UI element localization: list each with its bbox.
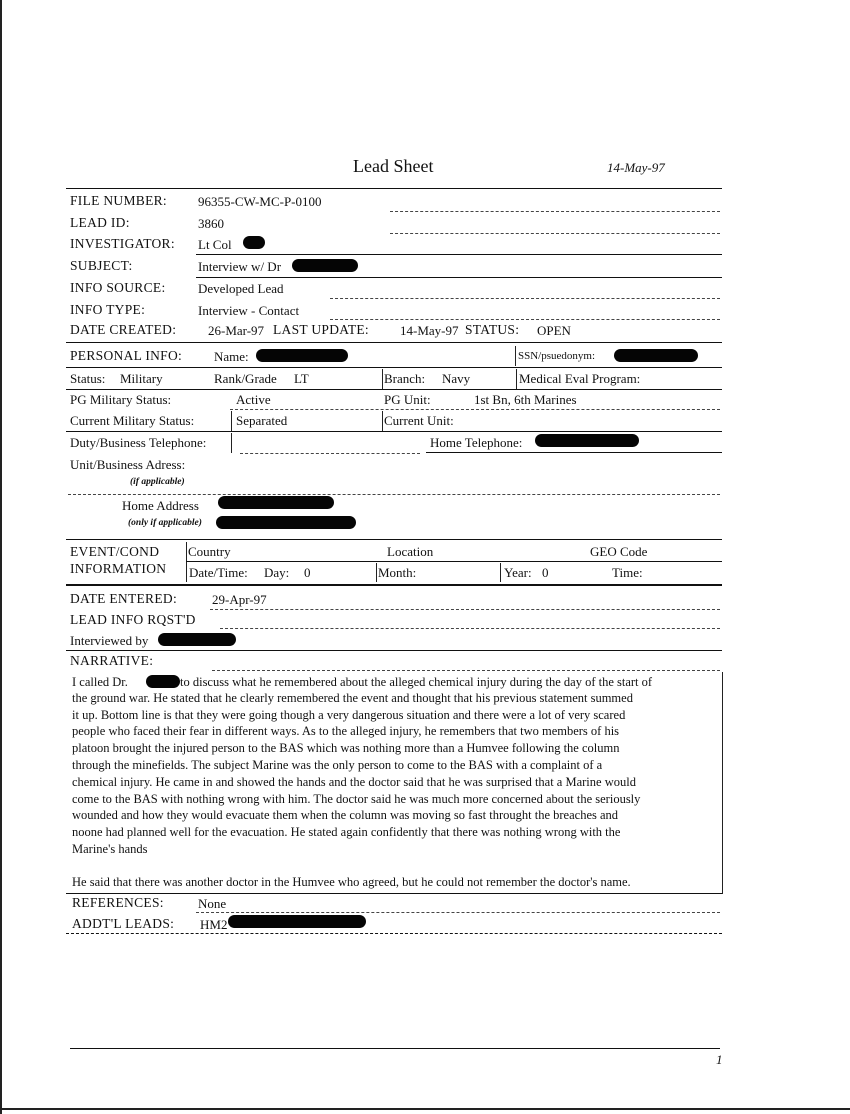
redaction-mark — [243, 236, 265, 249]
interviewed-by-label: Interviewed by — [70, 633, 149, 648]
rule — [220, 628, 720, 629]
lead-id-label: LEAD ID: — [70, 215, 130, 230]
subject-value: Interview w/ Dr — [198, 259, 282, 274]
rule — [722, 672, 723, 894]
rule — [515, 346, 516, 366]
redaction-mark — [535, 434, 639, 447]
references-label: REFERENCES: — [72, 895, 164, 910]
redaction-mark — [146, 675, 180, 688]
last-update-value: 14-May-97 — [400, 323, 459, 338]
redaction-mark — [228, 915, 366, 928]
rank-label: Rank/Grade — [214, 371, 277, 386]
report-date: 14-May-97 — [607, 160, 665, 175]
branch-value: Navy — [442, 371, 471, 386]
rule — [66, 431, 722, 432]
rule — [426, 452, 722, 453]
date-created-label: DATE CREATED: — [70, 322, 177, 337]
status-mil-label: Status: — [70, 371, 106, 386]
narrative-line: I called Dr. — [72, 675, 128, 689]
narrative-line: the ground war. He stated that he clearly remembered the event and thought that his previous statement summed — [72, 691, 633, 705]
redaction-mark — [256, 349, 348, 362]
info-type-value: Interview - Contact — [198, 303, 300, 318]
pg-unit-label: PG Unit: — [384, 392, 431, 407]
info-source-label: INFO SOURCE: — [70, 280, 166, 295]
references-value: None — [198, 896, 227, 911]
month-label: Month: — [378, 565, 417, 580]
status-label: STATUS: — [465, 322, 520, 337]
rule — [66, 933, 722, 934]
rule — [66, 584, 722, 586]
redaction-mark — [614, 349, 698, 362]
rule — [231, 411, 232, 431]
lead-info-label: LEAD INFO RQST'D — [70, 612, 196, 627]
addtl-leads-value: HM2 — [200, 917, 228, 932]
current-unit-label: Current Unit: — [384, 413, 454, 428]
rule — [382, 411, 383, 431]
page-title: Lead Sheet — [353, 156, 434, 176]
info-type-label: INFO TYPE: — [70, 302, 146, 317]
rule — [230, 409, 720, 410]
name-label: Name: — [214, 349, 249, 364]
day-label: Day: — [264, 565, 290, 580]
subject-label: SUBJECT: — [70, 258, 133, 273]
narrative-line: noone had planned well for the evacuation. He stated again confidently that there was nothing wrong with the — [72, 825, 621, 839]
date-entered-label: DATE ENTERED: — [70, 591, 178, 606]
event-information-label: INFORMATION — [70, 561, 167, 576]
rule — [390, 233, 720, 234]
date-created-value: 26-Mar-97 — [208, 323, 265, 338]
narrative-line: to discuss what he remembered about the alleged chemical injury during the day of the start of — [180, 675, 653, 689]
location-label: Location — [387, 544, 434, 559]
rule — [66, 650, 722, 651]
home-address-label: Home Address — [122, 498, 199, 513]
narrative-line: people who faced their fear in different ways. As to the alleged injury, he remembers that two members of his — [72, 724, 620, 738]
rule — [66, 539, 722, 540]
rule — [186, 542, 187, 582]
narrative-line: Marine's hands — [72, 842, 148, 856]
narrative-line: wounded and how they would evacuate them when the column was moving so fast throught the breaches and — [72, 808, 619, 822]
redaction-mark — [292, 259, 358, 272]
rule — [516, 369, 517, 389]
rule — [376, 563, 377, 582]
rank-value: LT — [294, 371, 309, 386]
time-label: Time: — [612, 565, 643, 580]
year-value: 0 — [542, 565, 549, 580]
info-source-value: Developed Lead — [198, 281, 284, 296]
redaction-mark — [218, 496, 334, 509]
redaction-mark — [216, 516, 356, 529]
rule — [196, 254, 722, 255]
rule — [330, 319, 720, 320]
pg-military-value: Active — [236, 392, 271, 407]
country-label: Country — [188, 544, 231, 559]
investigator-label: INVESTIGATOR: — [70, 236, 175, 251]
scan-bottom-edge — [0, 1108, 850, 1110]
status-mil-value: Military — [120, 371, 163, 386]
current-military-value: Separated — [236, 413, 288, 428]
narrative-line: He said that there was another doctor in the Humvee who agreed, but he could not remember the doctor's name. — [72, 875, 631, 889]
rule — [240, 453, 420, 454]
redaction-mark — [158, 633, 236, 646]
narrative-line: come to the BAS with nothing wrong with him. The doctor said he was much more concerned about the seriously — [72, 792, 641, 806]
pg-unit-value: 1st Bn, 6th Marines — [474, 392, 577, 407]
addtl-leads-label: ADDT'L LEADS: — [72, 916, 175, 931]
event-cond-label: EVENT/COND — [70, 544, 160, 559]
file-number-label: FILE NUMBER: — [70, 193, 167, 208]
narrative-line: it up. Bottom line is that they were going though a very dangerous situation and there were a lot of very scared — [72, 708, 626, 722]
only-if-applicable-note: (only if applicable) — [128, 518, 202, 528]
rule — [231, 433, 232, 453]
rule — [66, 188, 722, 189]
unit-address-label: Unit/Business Adress: — [70, 457, 186, 472]
file-number-value: 96355-CW-MC-P-0100 — [198, 194, 322, 209]
if-applicable-note: (if applicable) — [130, 477, 185, 487]
rule — [382, 369, 383, 389]
rule — [66, 367, 722, 368]
rule — [390, 211, 720, 212]
narrative-line: platoon brought the injured person to the BAS which was nothing more than a Humvee following the column — [72, 741, 620, 755]
rule — [500, 563, 501, 582]
rule — [68, 494, 720, 495]
rule — [70, 1048, 720, 1049]
rule — [212, 670, 720, 671]
personal-info-label: PERSONAL INFO: — [70, 348, 183, 363]
medical-eval-label: Medical Eval Program: — [519, 371, 641, 386]
home-phone-label: Home Telephone: — [430, 435, 523, 450]
last-update-label: LAST UPDATE: — [273, 322, 369, 337]
narrative-line: through the minefields. The subject Marine was the only person to come to the BAS with a complaint of a — [72, 758, 603, 772]
geo-code-label: GEO Code — [590, 544, 648, 559]
scan-left-edge — [0, 0, 2, 1114]
rule — [186, 561, 722, 562]
status-value: OPEN — [537, 323, 571, 338]
current-military-label: Current Military Status: — [70, 413, 195, 428]
rule — [66, 389, 722, 390]
rule — [210, 609, 720, 610]
rule — [330, 298, 720, 299]
lead-id-value: 3860 — [198, 216, 224, 231]
duty-phone-label: Duty/Business Telephone: — [70, 435, 207, 450]
narrative-label: NARRATIVE: — [70, 653, 154, 668]
date-entered-value: 29-Apr-97 — [212, 592, 267, 607]
day-value: 0 — [304, 565, 311, 580]
narrative-line: chemical injury. He came in and showed the hands and the doctor said that he was surprised that a Marine would — [72, 775, 636, 789]
datetime-label: Date/Time: — [189, 565, 248, 580]
year-label: Year: — [504, 565, 532, 580]
ssn-label: SSN/psuedonym: — [518, 350, 596, 362]
rule — [66, 893, 722, 894]
branch-label: Branch: — [384, 371, 426, 386]
rule — [196, 277, 722, 278]
rule — [196, 912, 720, 913]
pg-military-label: PG Military Status: — [70, 392, 172, 407]
page-number: 1 — [716, 1052, 723, 1067]
investigator-value: Lt Col — [198, 237, 232, 252]
rule — [66, 342, 722, 343]
